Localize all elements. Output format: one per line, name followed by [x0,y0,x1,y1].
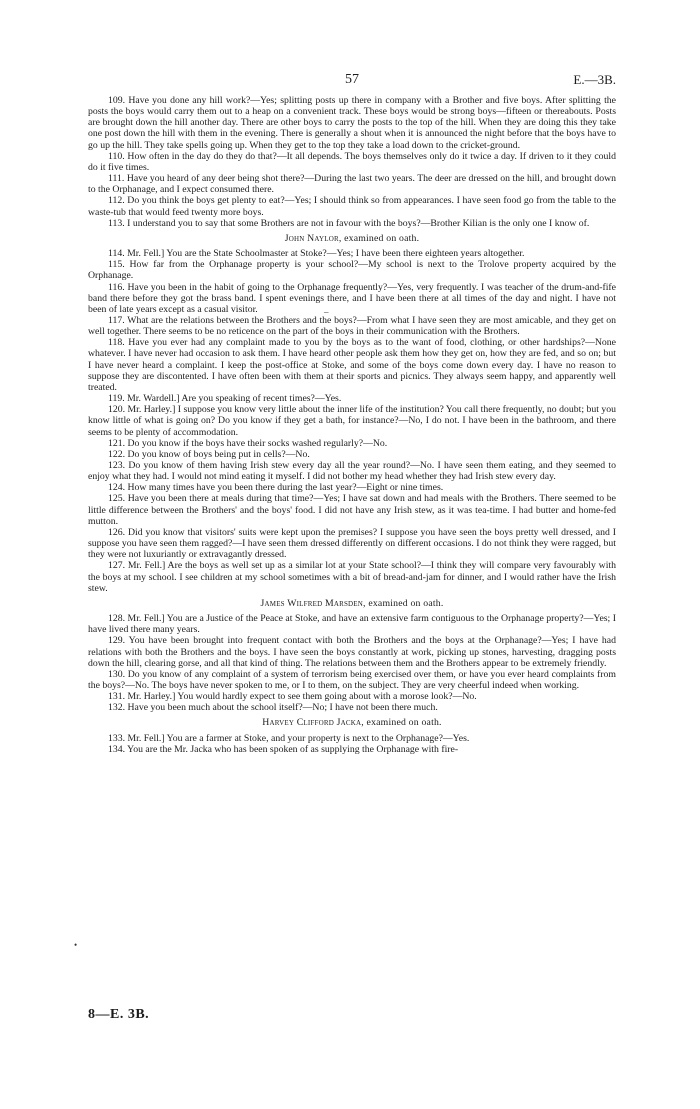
question-paragraph: 114. Mr. Fell.] You are the State Schoolmaster at Stoke?—Yes; I have been there eighteen years altogether. [108,248,525,260]
question-paragraph: 118. Have you ever had any complaint made to you by the boys as to the want of food, clothing, or other hardships?—None whatever. I have never had occasion to ask them. I have heard other people ask them how they get on, how they are fed, and so on; but I have never heard a complaint. I keep the post-office at Stoke, and some of the boys come down every day. I have no reason to suppose they are discontented. I have often been with them at their sports and picnics. They always seem happy, and apparently well treated. [88,337,616,393]
question-paragraph: 130. Do you know of any complaint of a system of terrorism being exercised over them, or have you ever heard complaints from the boys?—No. The boys have never spoken to me, or I to them, on the subject. They are very cheerful indeed when working. [88,668,616,691]
question-paragraph: 127. Mr. Fell.] Are the boys as well set up as a similar lot at your State school?—I think they will compare very favourably with the boys at my school. I see children at my school sometimes with a bit of bread-and-jam for dinner, and I would rather have the Irish stew. [88,560,616,594]
question-paragraph: 122. Do you know of boys being put in cells?—No. [108,448,310,460]
witness-name: Harvey Clifford Jacka [262,717,362,729]
page-header [88,72,616,88]
question-paragraph: 120. Mr. Harley.] I suppose you know very little about the inner life of the institution? You call there frequently, no doubt; but you know little of what is going on? Do you know if they get a bath, for instance?—No, I do not. I have been in the bathroom, and there seems to be plenty of accommodation. [88,404,616,438]
document-code: E.—3B. [573,72,616,87]
question-paragraph: 126. Did you know that visitors' suits were kept upon the premises? I suppose you have seen the boys pretty well dressed, and I suppose you have seen them ragged?—I have seen them dressed differently on different occasions. I do not think they were ragged, but they were not luxuriantly or extravagantly dressed. [88,526,616,561]
question-paragraph: 133. Mr. Fell.] You are a farmer at Stoke, and your property is next to the Orphanage?—Yes. [108,732,470,744]
sheet-signature: 8—E. 3B. [88,1007,150,1022]
page-number: 57 [345,72,359,87]
question-paragraph: 125. Have you been there at meals during that time?—Yes; I have sat down and had meals with the Brothers. There seemed to be little difference between the Brothers' and the boys' food. I did not have any Irish stew, as it was tea-time. I had butter and home-fed mutton. [88,493,616,527]
question-paragraph: 109. Have you done any hill work?—Yes; splitting posts up there in company with a Brother and five boys. After splitting the posts the boys would carry them out to a heap on a convenient track. These boys would be strong boys—fifteen or thereabouts. Posts are brought down the hill another day. There are other boys to carry the posts to the top of the hill. When they are doing this they take one post down the hill with them in the evening. There is generally a shout when it is announced the night before that the boys have to go up the hill. They take spells going up. When they get to the top they take a load down to the cricket-ground. [88,95,616,151]
question-paragraph: 117. What are the relations between the Brothers and the boys?—From what I have seen they are most amicable, and they get on well together. There seems to be no reticence on the part of the boys in their communication with the Brothers. [88,314,616,338]
witness-name: John Naylor [284,232,339,244]
witness-name: James Wilfred Marsden [260,597,364,609]
stray-dash: – [324,307,329,317]
witness-suffix: , examined on oath. [363,597,444,609]
question-paragraph: 123. Do you know of them having Irish stew every day all the year round?—No. I have seen them eating, and they seemed to enjoy what they had. I would not mind eating it myself. I did not bother my head whether they had Irish stew every day. [88,460,616,483]
question-paragraph: 119. Mr. Wardell.] Are you speaking of recent times?—Yes. [108,393,342,405]
question-paragraph: 132. Have you been much about the school itself?—No; I have not been there much. [108,702,438,714]
question-paragraph: 134. You are the Mr. Jacka who has been spoken of as supplying the Orphanage with fire- [108,743,459,755]
question-paragraph: 131. Mr. Harley.] You would hardly expect to see them going about with a morose look?—No. [108,691,477,703]
witness-heading [88,717,616,728]
stray-mark: • [74,940,78,950]
question-paragraph: 124. How many times have you been there during the last year?—Eight or nine times. [108,482,444,494]
question-paragraph: 116. Have you been in the habit of going to the Orphanage frequently?—Yes, very frequently. I was teacher of the drum-and-fife band there before they got the brass band. I spent evenings there, and I have been there at all times of the day and night. I have not been of late years except as a casual visitor. [88,281,616,315]
witness-heading [88,598,616,609]
question-paragraph: 129. You have been brought into frequent contact with both the Brothers and the boys at the Orphanage?—Yes; I have had relations with both the Brothers and the boys. I have seen the boys constantly at work, picking up stones, harvesting, dragging posts down the hill, clearing gorse, and all that kind of thing. The relations between them and the Brothers appear to be extremely friendly. [88,635,616,669]
question-paragraph: 113. I understand you to say that some Brothers are not in favour with the boys?—Brother Kilian is the only one I know of. [108,217,590,229]
evidence-text [88,95,616,755]
question-paragraph: 115. How far from the Orphanage property is your school?—My school is next to the Trolove property acquired by the Orphanage. [88,259,616,282]
question-paragraph: 112. Do you think the boys get plenty to eat?—Yes; I should think so from appearances. I have seen food go from the table to the waste-tub that would feed twenty more boys. [88,195,616,218]
question-paragraph: 111. Have you heard of any deer being shot there?—During the last two years. The deer are dressed on the hill, and brought down to the Orphanage, and I expect consumed there. [88,173,616,196]
witness-heading [88,233,616,244]
question-paragraph: 128. Mr. Fell.] You are a Justice of the Peace at Stoke, and have an extensive farm contiguous to the Orphanage property?—Yes; I have lived there many years. [88,613,616,636]
witness-suffix: , examined on oath. [338,232,420,244]
witness-suffix: , examined on oath. [361,717,442,729]
question-paragraph: 110. How often in the day do they do that?—It all depends. The boys themselves only do it twice a day. If driven to it they could do it five times. [88,150,616,173]
question-paragraph: 121. Do you know if the boys have their socks washed regularly?—No. [108,437,388,449]
